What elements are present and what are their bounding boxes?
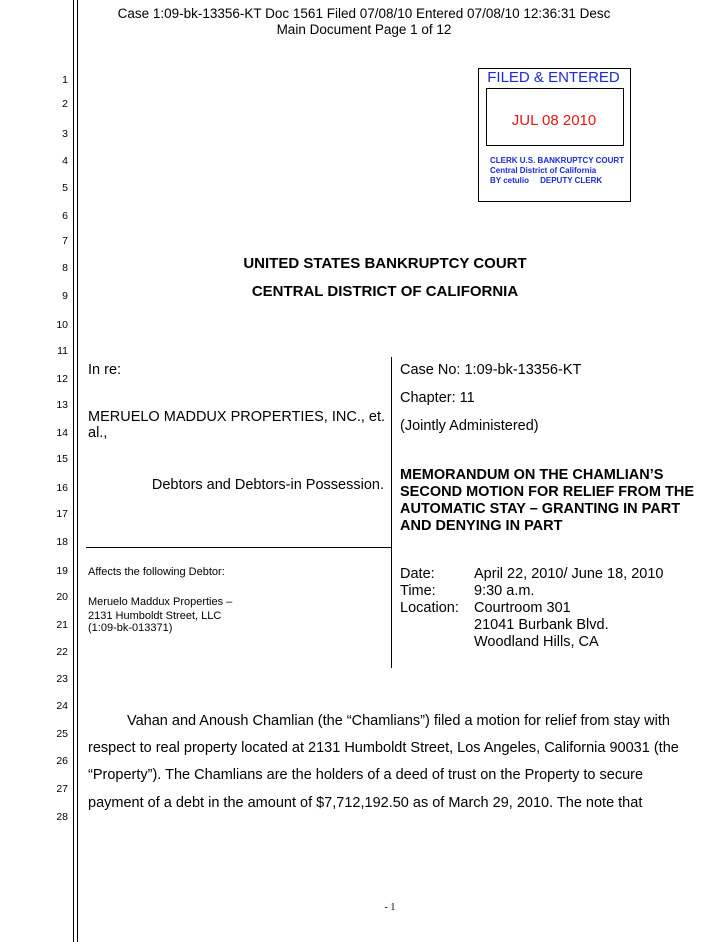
stamp-deputy: DEPUTY CLERK bbox=[540, 176, 603, 185]
line-number: 12 bbox=[56, 373, 68, 385]
line-number: 28 bbox=[56, 811, 68, 823]
line-number: 13 bbox=[56, 399, 68, 411]
line-number: 26 bbox=[56, 755, 68, 767]
line-number: 1 bbox=[62, 74, 68, 86]
margin-rule-outer bbox=[73, 0, 74, 942]
line-number: 10 bbox=[56, 319, 68, 331]
line-number: 9 bbox=[62, 290, 68, 302]
line-number: 24 bbox=[56, 700, 68, 712]
hearing-time-value: 9:30 a.m. bbox=[474, 583, 535, 599]
line-number: 6 bbox=[62, 210, 68, 222]
stamp-clerk-line1: CLERK U.S. BANKRUPTCY COURT bbox=[490, 156, 625, 165]
debtors-designation: Debtors and Debtors-in Possession. bbox=[151, 477, 384, 493]
debtor-name-line2: al., bbox=[88, 425, 108, 441]
hearing-location-line2: 21041 Burbank Blvd. bbox=[474, 617, 609, 633]
line-number: 3 bbox=[62, 128, 68, 140]
body-line2: respect to real property located at 2131 Humboldt Street, Los Angeles, California 90031 (the bbox=[88, 740, 679, 756]
hearing-location-label: Location: bbox=[400, 600, 459, 616]
memo-title-line1: MEMORANDUM ON THE CHAMLIAN’S bbox=[400, 467, 664, 483]
line-number: 2 bbox=[62, 98, 68, 110]
line-number: 16 bbox=[56, 482, 68, 494]
memo-title-line4: AND DENYING IN PART bbox=[400, 518, 563, 534]
line-number: 11 bbox=[57, 345, 68, 357]
caption-divider bbox=[391, 357, 392, 668]
body-line4: payment of a debt in the amount of $7,712,192.50 as of March 29, 2010. The note that bbox=[88, 795, 643, 811]
affects-label: Affects the following Debtor: bbox=[88, 566, 225, 578]
line-number: 21 bbox=[56, 619, 68, 631]
debtor-name-line1: MERUELO MADDUX PROPERTIES, INC., et. bbox=[88, 409, 386, 425]
line-number: 23 bbox=[56, 673, 68, 685]
memo-title-line3: AUTOMATIC STAY – GRANTING IN PART bbox=[400, 501, 681, 517]
caption-rule bbox=[86, 547, 392, 548]
line-number: 19 bbox=[56, 565, 68, 577]
filing-header-line2: Main Document Page 1 of 12 bbox=[276, 22, 452, 37]
hearing-date-label: Date: bbox=[400, 566, 435, 582]
line-number: 20 bbox=[56, 591, 68, 603]
line-number: 25 bbox=[56, 728, 68, 740]
line-number: 4 bbox=[62, 155, 68, 167]
margin-rule-inner bbox=[77, 0, 78, 942]
body-line3: “Property”). The Chamlians are the holders of a deed of trust on the Property to secure bbox=[88, 767, 644, 783]
body-line1: Vahan and Anoush Chamlian (the “Chamlians”) filed a motion for relief from stay with bbox=[127, 713, 670, 729]
line-number: 18 bbox=[56, 536, 68, 548]
memo-title-line2: SECOND MOTION FOR RELIEF FROM THE bbox=[400, 484, 695, 500]
line-number: 5 bbox=[62, 182, 68, 194]
affected-debtor-line2: 2131 Humboldt Street, LLC bbox=[88, 610, 222, 622]
line-number: 22 bbox=[56, 646, 68, 658]
chapter: Chapter: 11 bbox=[400, 390, 475, 406]
page-number: - 1 bbox=[384, 902, 396, 913]
line-number: 14 bbox=[56, 427, 68, 439]
court-district: CENTRAL DISTRICT OF CALIFORNIA bbox=[251, 283, 519, 300]
stamp-by-name: BY cetulio bbox=[490, 176, 529, 185]
stamp-by bbox=[490, 176, 602, 186]
line-number: 7 bbox=[62, 235, 68, 247]
line-number: 15 bbox=[56, 453, 68, 465]
stamp-date: JUL 08 2010 bbox=[511, 112, 597, 129]
hearing-date-value: April 22, 2010/ June 18, 2010 bbox=[474, 566, 664, 582]
hearing-location-line1: Courtroom 301 bbox=[474, 600, 571, 616]
affected-debtor-line3: (1:09-bk-013371) bbox=[88, 622, 173, 634]
case-number: Case No: 1:09-bk-13356-KT bbox=[400, 362, 582, 378]
line-number: 8 bbox=[62, 262, 68, 274]
stamp-title: FILED & ENTERED bbox=[487, 69, 620, 86]
line-number: 27 bbox=[56, 783, 68, 795]
hearing-location-line3: Woodland Hills, CA bbox=[474, 634, 599, 650]
stamp-clerk-line2: Central District of California bbox=[490, 166, 597, 175]
filing-header-line1: Case 1:09-bk-13356-KT Doc 1561 Filed 07/08/10 Entered 07/08/10 12:36:31 Desc bbox=[117, 6, 611, 21]
court-name: UNITED STATES BANKRUPTCY COURT bbox=[243, 255, 527, 272]
in-re: In re: bbox=[88, 362, 122, 378]
line-number: 17 bbox=[56, 508, 68, 520]
jointly-administered: (Jointly Administered) bbox=[400, 418, 539, 434]
affected-debtor-line1: Meruelo Maddux Properties – bbox=[88, 596, 233, 608]
hearing-time-label: Time: bbox=[400, 583, 436, 599]
